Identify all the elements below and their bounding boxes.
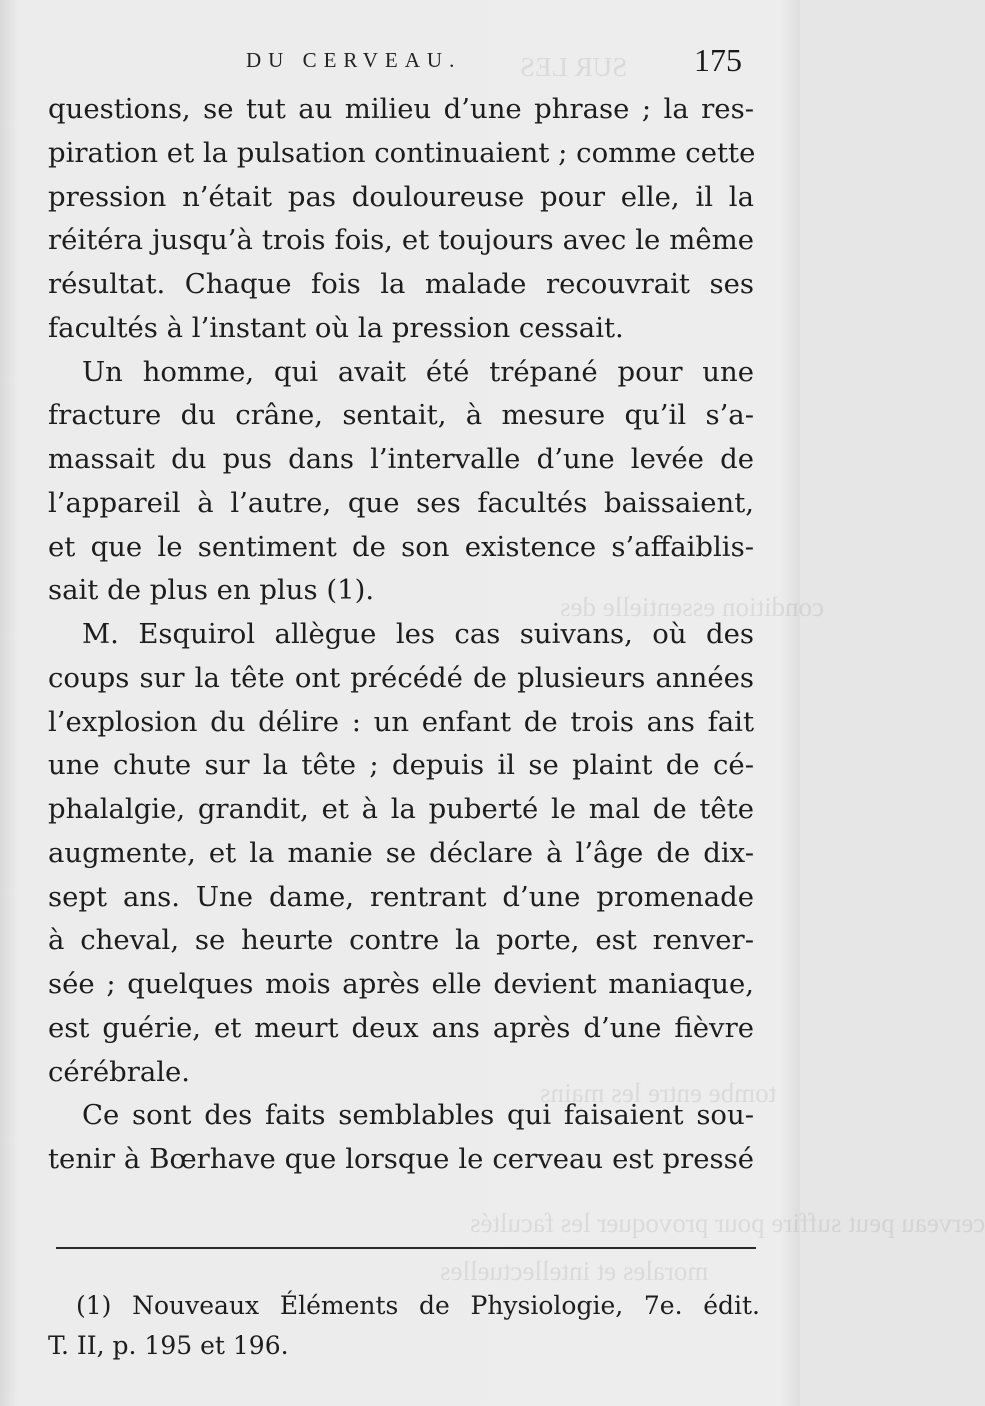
text-line: Un homme, qui avait été trépané pour une [82,355,754,388]
text-line: résultat. Chaque fois la malade recouvrait ses [48,268,754,300]
text-line: massait du pus dans l’intervalle d’une levée de [48,443,754,475]
text-line: sept ans. Une dame, rentrant d’une promenade [48,880,754,913]
text-line: réitéra jusqu’à trois fois, et toujours avec le même [48,224,754,257]
text-line: et que le sentiment de son existence s’affaiblis- [48,530,754,563]
footnote-line: (1) Nouveaux Éléments de Physiologie, 7e. édit. [76,1291,760,1320]
body-text [48,88,754,1182]
text-line: facultés à l’instant où la pression cessait. [48,311,624,344]
text-line: piration et la pulsation continuaient ; comme cette [48,136,756,169]
text-line: l’explosion du délire : un enfant de trois ans fait [48,705,754,738]
bleed-through-text: SUR LES [520,52,628,82]
page-number: 175 [694,42,742,78]
text-line: pression n’était pas douloureuse pour elle, il la [48,180,754,213]
text-line: est guérie, et meurt deux ans après d’une fièvre [48,1011,754,1044]
text-line: sée ; quelques mois après elle devient maniaque, [48,968,754,1000]
text-line: à cheval, se heurte contre la porte, est renver- [48,924,754,957]
bleed-through-text: condition essentielle des [560,592,824,622]
footnote-line: T. II, p. 195 et 196. [48,1331,289,1360]
text-line: augmente, et la manie se déclare à l’âge de dix- [48,836,754,869]
text-line: l’appareil à l’autre, que ses facultés baissaient, [48,486,754,519]
text-line: phalalgie, grandit, et à la puberté le mal de tête [48,793,754,825]
text-line: M. Esquirol allègue les cas suivans, où des [82,618,754,650]
text-line: questions, se tut au milieu d’une phrase ; la res- [48,93,754,125]
bleed-through-text: tombe entre les mains [540,1078,777,1108]
text-line: sait de plus en plus (1). [48,574,375,607]
text-line: coups sur la tête ont précédé de plusieurs années [48,661,754,694]
footnote [48,1286,760,1366]
running-head: DU CERVEAU. [246,48,462,72]
text-line: cérébrale. [48,1055,191,1088]
text-line: une chute sur la tête ; depuis il se plaint de cé- [48,749,754,782]
bleed-through-text: cerveau peut suffire pour provoquer les facultés [470,1208,985,1238]
footnote-divider [56,1247,756,1249]
page-header [0,44,800,84]
text-line: fracture du crâne, sentait, à mesure qu’il s’a- [48,399,754,432]
bleed-through-text: morales et intellectuelles [440,1256,709,1286]
text-line: Ce sont des faits semblables qui faisaient sou- [82,1099,754,1132]
text-line: tenir à Bœrhave que lorsque le cerveau est pressé [48,1143,754,1175]
